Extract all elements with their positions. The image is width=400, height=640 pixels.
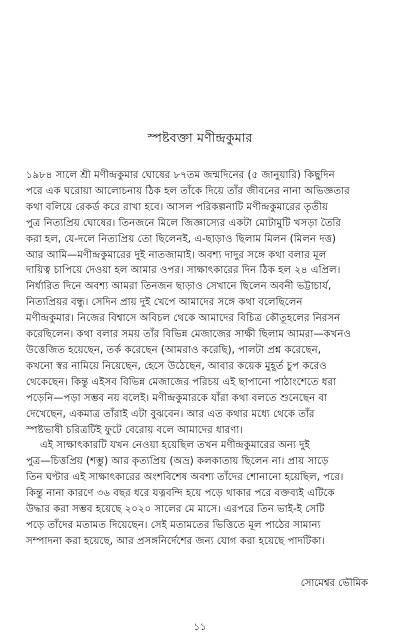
text-line: এই সাক্ষাৎকারটি যখন নেওয়া হয়েছিল তখন মণীন্দ্রকুমারের অন্য দুই	[40, 440, 310, 452]
paragraph-1	[26, 168, 370, 438]
text-line: পড়ে তাঁদের মতামত দিয়েছেন। সেই মতামতের ভিত্তিতে মূল পাঠের সামান্য	[26, 519, 321, 531]
text-line: দায়িত্ব চাপিয়ে দেওয়া হল আমার ওপর। সাক্ষাৎকারের দিন ঠিক হল ২৪ এপ্রিল।	[26, 265, 341, 277]
text-line: নিত্যপ্রিয়র বন্ধু। সেদিন প্রায় দুই খেপে আমাদের সঙ্গে কথা বলেছিলেন	[26, 297, 303, 309]
text-line: পরে এক ঘরোয়া আলোচনায় ঠিক হল তাঁকে দিয়ে তাঁর জীবনের নানা অভিজ্ঞতার	[26, 185, 350, 197]
text-line: পুত্র—চিত্তপ্রিয় (শম্ভু) আর কৃত্যপ্রিয় (অভ্র) কলকাতায় ছিলেন না। প্রায় সাড়ে	[26, 456, 329, 468]
text-line: ১৯৮৪ সালে শ্রী মণীন্দ্রকুমার ঘোষের ৮৭তম জন্মদিনের (৫ জানুয়ারি) কিছুদিন	[26, 170, 335, 181]
text-line: আর আমি—মণীন্দ্রকুমারের দুই নাতজামাই। অবশ্য দাদুর সঙ্গে কথা বলার মূল	[26, 249, 327, 261]
text-line: কিন্তু নানা কারণে ৩৬ বছর ধরে যত্নবন্দি হয়ে পড়ে থাকার পরে বক্তব্যই এটিকে	[26, 488, 335, 500]
text-line: মণীন্দ্রকুমার। নিজের বিশ্বাসে অবিচল থেকে আমাদের বিচিত্র কৌতূহলের নিরসন	[26, 313, 341, 325]
text-line: থেকেছেন। কিন্তু এইসব বিভিন্ন মেজাজের পরিচয় এই ছাপানো পাঠাংশেতে ধরা	[26, 376, 337, 388]
text-line: করা হল, যে-দলে নিত্যপ্রিয় তো ছিলেনই, এ-ছাড়াও ছিলাম মিলন (মিলন দত্ত)	[26, 233, 336, 245]
text-line: নির্ধারিত দিনে অবশ্য আমরা তিনজন ছাড়াও সেখানে ছিলেন অবনী ভট্টাচার্য,	[26, 281, 332, 293]
text-line: দেখেছেন, একমাত্র তাঁরাই এটা বুঝবেন। আর এত কথার মধ্যে থেকে তাঁর	[26, 408, 315, 420]
text-line: উদ্ধার করা সম্ভব হয়েছে ২০২০ সালের মে মাসে। এরপরে তিন ভাই-ই সেটি	[26, 504, 325, 516]
page-number: ১১	[193, 622, 207, 633]
text-line: করেছিলেন। কথা বলার সময় তাঁর বিভিন্ন মেজাজের সাক্ষী ছিলাম আমরা—কখনও	[26, 329, 351, 341]
text-line: কথা বলিয়ে রেকর্ড করে রাখা হবে। আসল পরিকল্পনাটি মণীন্দ্রকুমারের তৃতীয়	[26, 201, 328, 213]
body-text	[26, 168, 370, 550]
text-line: উত্তেজিত হয়েছেন, তর্ক করেছেন (আমরাও করেছি), পালটা প্রশ্ন করেছেন,	[26, 344, 321, 356]
page-title: স্পষ্টবক্তা মণীন্দ্রকুমার	[147, 130, 253, 145]
text-line: সম্পাদনা করা হয়েছে, আর প্রসঙ্গনির্দেশের জন্য যোগ করা হয়েছে পাদটিকা।	[26, 535, 325, 547]
text-line: স্পষ্টভাষী চরিত্রটিই ফুটে বেরোয় বলে আমাদের ধারণা।	[26, 424, 244, 436]
text-line: পুত্র নিত্যপ্রিয় ঘোষের। তিনজনে মিলে জিজ্ঞাস্যের একটা মোটামুটি খসড়া তৈরি	[26, 217, 341, 229]
text-line: তিন ঘণ্টার এই সাক্ষাৎকারের অংশবিশেষ অবশ্য তাঁদের শোনানো হয়েছিল, পরে।	[26, 472, 344, 484]
paragraph-2	[26, 438, 370, 549]
text-line: কখনো স্বর নামিয়ে নিয়েছেন, হেসে উঠেছেন, আবার কয়েক মুহূর্ত চুপ করেও	[26, 360, 327, 372]
text-line: পড়েনি—পড়া সম্ভব নয় বলেই। মণীন্দ্রকুমারকে যাঁরা কথা বলতে শুনেছেন বা	[26, 392, 328, 404]
author-signature: সোমেশ্বর ভৌমিক	[300, 578, 368, 589]
